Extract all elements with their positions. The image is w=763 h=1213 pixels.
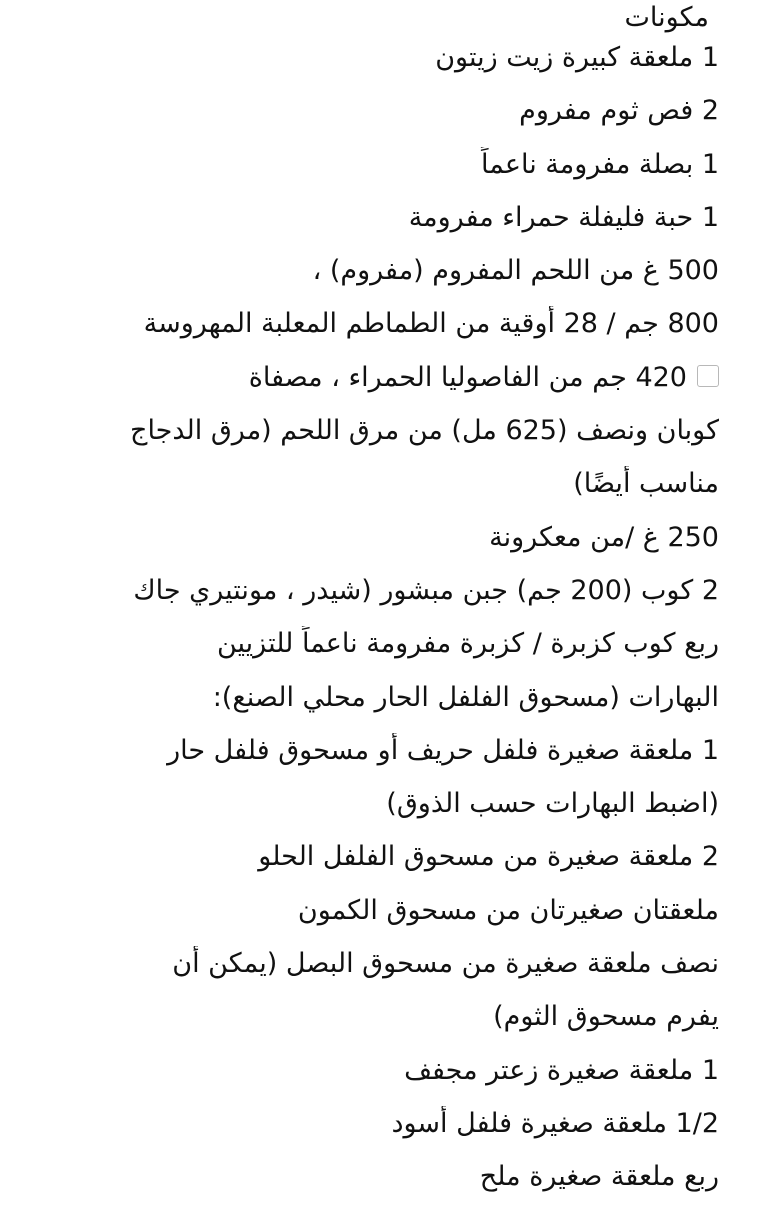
ingredient-line: 800 جم / 28 أوقية من الطماطم المعلبة المهروسة (143, 308, 719, 340)
ingredient-line: ربع كوب كزبرة / كزبرة مفرومة ناعماً للتزيين (216, 628, 719, 660)
ingredient-line: يفرم مسحوق الثوم) (493, 1001, 719, 1033)
ingredient-line: البهارات (مسحوق الفلفل الحار محلي الصنع): (212, 681, 719, 713)
ingredient-line: 2 كوب (200 جم) جبن مبشور (شيدر ، مونتيري جاك (133, 574, 719, 606)
ingredient-line: 500 غ من اللحم المفروم (مفروم) ، (312, 255, 719, 287)
ingredient-line: نصف ملعقة صغيرة من مسحوق البصل (يمكن أن (172, 948, 719, 980)
ingredient-line: كوبان ونصف (625 مل) من مرق اللحم (مرق الدجاج (130, 415, 719, 447)
ingredient-line: 1 حبة فليفلة حمراء مفرومة (408, 201, 719, 233)
ingredient-line: (اضبط البهارات حسب الذوق) (386, 788, 719, 820)
ingredient-line: 2 فص ثوم مفروم (519, 95, 719, 127)
ingredient-line: 250 غ /من معكرونة (489, 521, 719, 553)
ingredient-line: 1 بصلة مفرومة ناعماً (481, 148, 719, 180)
ingredients-list (20, 40, 719, 1213)
ingredient-line: 1 ملعقة صغيرة فلفل حريف أو مسحوق فلفل حار (167, 734, 719, 766)
ingredient-line: 2 ملعقة صغيرة من مسحوق الفلفل الحلو (258, 841, 719, 873)
ingredient-line: مناسب أيضًا) (573, 468, 719, 500)
ingredient-line: ملعقتان صغيرتان من مسحوق الكمون (297, 894, 719, 926)
ingredient-line: 1 ملعقة كبيرة زيت زيتون (435, 42, 719, 73)
checkbox-icon[interactable] (697, 365, 719, 387)
ingredient-line-checklist: 420 جم من الفاصوليا الحمراء ، مصفاة (20, 360, 719, 413)
ingredient-line: 1 ملعقة صغيرة زعتر مجفف (404, 1054, 719, 1086)
ingredient-line: 1/2 ملعقة صغيرة فلفل أسود (391, 1107, 719, 1139)
ingredient-line: ربع ملعقة صغيرة ملح (479, 1161, 719, 1193)
ingredients-title: مكونات (624, 2, 709, 33)
